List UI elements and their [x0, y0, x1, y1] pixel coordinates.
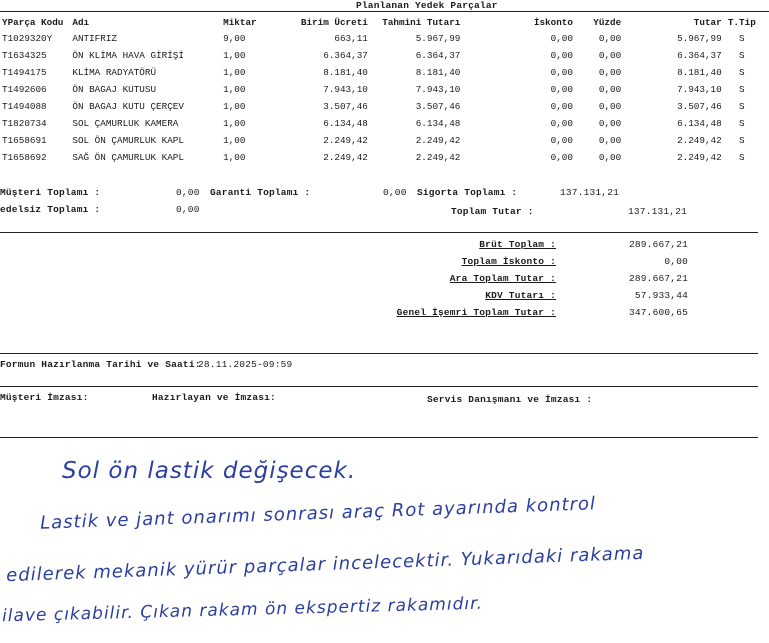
col-name: Adı — [72, 16, 90, 28]
parts-table-header — [2, 14, 762, 30]
discount-cell: 0,00 — [550, 33, 573, 44]
percent-cell: 0,00 — [598, 135, 622, 146]
summary-label: KDV Tutarı : — [485, 290, 556, 301]
form-date-label: Formun Hazırlanma Tarihi ve Saati: — [0, 359, 201, 370]
discount-cell: 0,00 — [550, 50, 573, 61]
discount-cell: 0,00 — [550, 67, 573, 78]
summary-value: 57.933,44 — [634, 290, 688, 301]
percent-cell: 0,00 — [598, 152, 622, 163]
discount-cell: 0,00 — [550, 135, 573, 146]
part-name-cell: SOL ÖN ÇAMURLUK KAPL — [72, 135, 184, 146]
table-row — [2, 81, 762, 98]
part-code-cell: T1492606 — [2, 84, 47, 95]
summary-label: Brüt Toplam : — [479, 239, 556, 250]
summary-value: 347.600,65 — [628, 307, 688, 318]
estimated-amount-cell: 2.249,42 — [415, 152, 461, 163]
col-estimated-amount: Tahmini Tutarı — [382, 16, 461, 28]
amount-cell: 3.507,46 — [677, 101, 722, 112]
part-name-cell: ANTIFRIZ — [72, 33, 117, 44]
part-code-cell: T1820734 — [2, 118, 47, 129]
unit-price-cell: 6.134,48 — [323, 118, 368, 129]
type-cell: S — [739, 101, 745, 112]
unit-price-cell: 8.181,40 — [323, 67, 368, 78]
part-code-cell: T1494088 — [2, 101, 47, 112]
table-row — [2, 149, 762, 166]
part-code-cell: T1029320Y — [2, 33, 53, 44]
type-cell: S — [739, 152, 745, 163]
summary-value: 289.667,21 — [628, 239, 688, 250]
table-row — [2, 47, 762, 64]
amount-cell: 5.967,99 — [677, 33, 722, 44]
quantity-cell: 1,00 — [223, 118, 246, 129]
estimated-amount-cell: 7.943,10 — [415, 84, 461, 95]
unit-price-cell: 2.249,42 — [323, 135, 368, 146]
customer-signature-label: Müşteri İmzası: — [0, 392, 89, 403]
col-amount: Tutar — [693, 16, 722, 28]
col-discount: İskonto — [533, 16, 573, 28]
col-unit-price: Birim Ücreti — [300, 16, 368, 28]
percent-cell: 0,00 — [598, 67, 622, 78]
percent-cell: 0,00 — [598, 101, 622, 112]
part-code-cell: T1494175 — [2, 67, 47, 78]
unit-price-cell: 3.507,46 — [323, 101, 368, 112]
percent-cell: 0,00 — [598, 118, 622, 129]
handwritten-line-3: edilerek mekanik yürür parçalar incelecektir. Yukarıdaki rakama — [5, 542, 645, 587]
col-type: T.Tip — [727, 16, 756, 28]
part-code-cell: T1658691 — [2, 135, 47, 146]
amount-cell: 6.364,37 — [677, 50, 722, 61]
type-cell: S — [739, 67, 745, 78]
type-cell: S — [739, 135, 745, 146]
quantity-cell: 1,00 — [223, 50, 246, 61]
summary-label: Toplam İskonto : — [461, 256, 556, 267]
quantity-cell: 1,00 — [223, 135, 246, 146]
discount-cell: 0,00 — [550, 152, 573, 163]
part-name-cell: SOL ÇAMURLUK KAMERA — [72, 118, 179, 129]
estimated-amount-cell: 2.249,42 — [415, 135, 461, 146]
discount-cell: 0,00 — [550, 118, 573, 129]
table-row — [2, 132, 762, 149]
free-total-value: 0,00 — [176, 204, 200, 215]
quantity-cell: 9,00 — [223, 33, 246, 44]
summary-value: 0,00 — [664, 256, 688, 267]
unit-price-cell: 7.943,10 — [323, 84, 368, 95]
part-code-cell: T1634325 — [2, 50, 47, 61]
estimated-amount-cell: 6.134,48 — [415, 118, 461, 129]
signature-top-rule — [0, 386, 758, 387]
estimated-amount-cell: 6.364,37 — [415, 50, 461, 61]
estimated-amount-cell: 3.507,46 — [415, 101, 461, 112]
quantity-cell: 1,00 — [223, 67, 246, 78]
part-name-cell: ÖN BAGAJ KUTU ÇERÇEV — [72, 101, 184, 112]
amount-cell: 2.249,42 — [677, 135, 722, 146]
col-part-code: YParça Kodu — [2, 16, 64, 28]
type-cell: S — [739, 84, 745, 95]
col-quantity: Miktar — [223, 16, 257, 28]
customer-total-value: 0,00 — [176, 187, 200, 198]
amount-cell: 2.249,42 — [677, 152, 722, 163]
free-total-label: edelsiz Toplamı : — [0, 204, 101, 215]
advisor-signature-label: Servis Danışmanı ve İmzası : — [427, 394, 593, 405]
quantity-cell: 1,00 — [223, 152, 246, 163]
part-code-cell: T1658692 — [2, 152, 47, 163]
section-title: Planlanan Yedek Parçalar — [356, 0, 498, 11]
discount-cell: 0,00 — [550, 101, 573, 112]
unit-price-cell: 663,11 — [334, 33, 368, 44]
type-cell: S — [739, 50, 745, 61]
warranty-total-label: Garanti Toplamı : — [210, 187, 311, 198]
amount-cell: 7.943,10 — [677, 84, 722, 95]
amount-cell: 6.134,48 — [677, 118, 722, 129]
warranty-total-value: 0,00 — [383, 187, 407, 198]
type-cell: S — [739, 118, 745, 129]
percent-cell: 0,00 — [598, 33, 622, 44]
summary-rule — [0, 353, 758, 354]
part-name-cell: ÖN KLİMA HAVA GİRİŞİ — [72, 50, 184, 61]
table-row — [2, 115, 762, 132]
total-amount-label: Toplam Tutar : — [451, 206, 534, 217]
summary-label: Ara Toplam Tutar : — [449, 273, 556, 284]
part-name-cell: SAĞ ÖN ÇAMURLUK KAPL — [72, 152, 184, 163]
discount-cell: 0,00 — [550, 84, 573, 95]
handwritten-line-1: Sol ön lastik değişecek. — [62, 458, 357, 484]
amount-cell: 8.181,40 — [677, 67, 722, 78]
quantity-cell: 1,00 — [223, 101, 246, 112]
insurance-total-label: Sigorta Toplamı : — [417, 187, 518, 198]
parts-table — [2, 14, 762, 166]
table-row — [2, 64, 762, 81]
part-name-cell: KLİMA RADYATÖRÜ — [72, 67, 157, 78]
col-percent: Yüzde — [593, 16, 622, 28]
percent-cell: 0,00 — [598, 84, 622, 95]
percent-cell: 0,00 — [598, 50, 622, 61]
unit-price-cell: 2.249,42 — [323, 152, 368, 163]
table-row — [2, 30, 762, 47]
summary-value: 289.667,21 — [628, 273, 688, 284]
form-date-value: 28.11.2025-09:59 — [198, 359, 293, 370]
total-amount-value: 137.131,21 — [628, 206, 688, 217]
estimated-amount-cell: 5.967,99 — [415, 33, 461, 44]
quantity-cell: 1,00 — [223, 84, 246, 95]
insurance-total-value: 137.131,21 — [560, 187, 620, 198]
handwritten-line-2: Lastik ve jant onarımı sonrası araç Rot ayarında kontrol — [39, 493, 597, 534]
prepared-by-signature-label: Hazırlayan ve İmzası: — [152, 392, 276, 403]
totals-rule — [0, 232, 758, 233]
table-row — [2, 98, 762, 115]
signature-bottom-rule — [0, 437, 758, 438]
section-title-rule — [0, 11, 769, 12]
estimated-amount-cell: 8.181,40 — [415, 67, 461, 78]
customer-total-label: Müşteri Toplamı : — [0, 187, 101, 198]
summary-label: Genel İşemri Toplam Tutar : — [396, 307, 556, 318]
type-cell: S — [739, 33, 745, 44]
part-name-cell: ÖN BAGAJ KUTUSU — [72, 84, 157, 95]
unit-price-cell: 6.364,37 — [323, 50, 368, 61]
handwritten-line-4: ilave çıkabilir. Çıkan rakam ön ekspertiz rakamıdır. — [1, 593, 484, 627]
